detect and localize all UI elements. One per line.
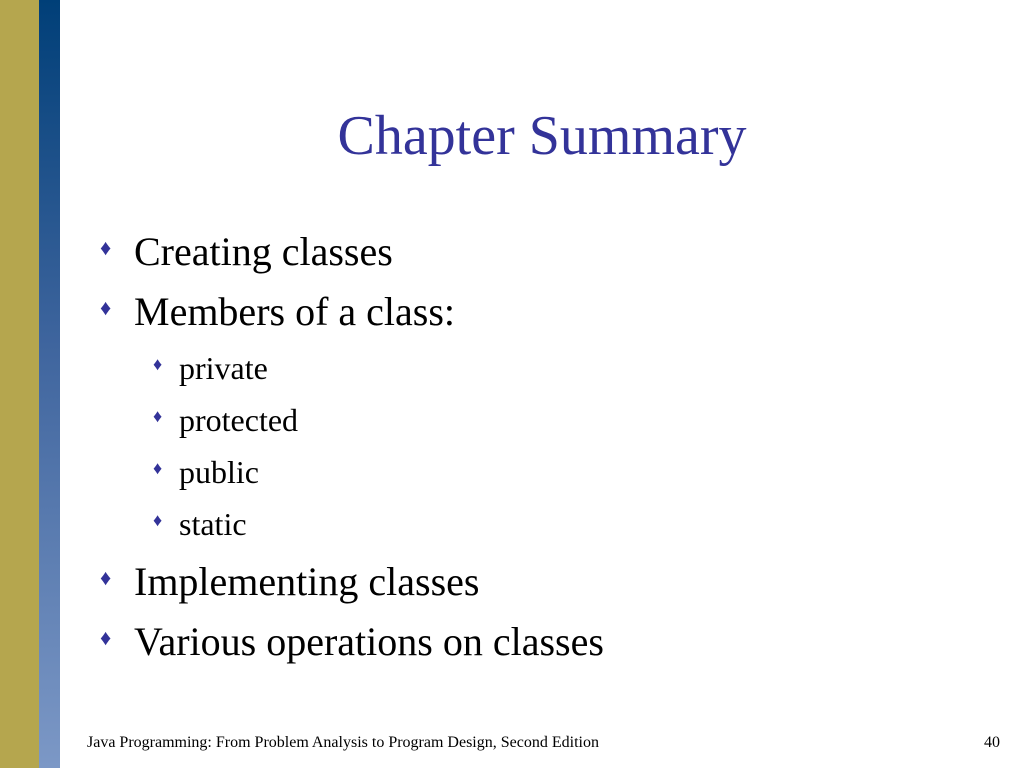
sub-bullet-text: protected [179, 402, 299, 438]
sub-bullet-text: private [179, 350, 268, 386]
sub-bullet-text: static [179, 506, 247, 542]
diamond-bullet-icon: ♦ [153, 510, 163, 530]
bullet-item [100, 228, 393, 276]
diamond-bullet-icon: ♦ [100, 565, 112, 590]
diamond-bullet-icon: ♦ [153, 354, 163, 374]
diamond-bullet-icon: ♦ [153, 458, 163, 478]
sub-bullet-item [153, 452, 259, 492]
page-number: 40 [984, 734, 1000, 751]
sub-bullet-item [153, 504, 247, 544]
slide-title: Chapter Summary [337, 105, 747, 167]
sub-bullet-text: public [179, 454, 259, 490]
bullet-text: Creating classes [134, 229, 393, 274]
bullet-item [100, 558, 480, 606]
bullet-text: Various operations on classes [134, 619, 604, 664]
diamond-bullet-icon: ♦ [153, 406, 163, 426]
bullet-text: Implementing classes [134, 559, 480, 604]
diamond-bullet-icon: ♦ [100, 235, 112, 260]
sub-bullet-item [153, 348, 268, 388]
sub-bullet-item [153, 400, 299, 440]
slide-footer: Java Programming: From Problem Analysis to Program Design, Second Edition [87, 734, 599, 751]
bullet-text: Members of a class: [134, 289, 456, 334]
diamond-bullet-icon: ♦ [100, 625, 112, 650]
bullet-item [100, 618, 604, 666]
bullet-item [100, 288, 456, 336]
diamond-bullet-icon: ♦ [100, 295, 112, 320]
